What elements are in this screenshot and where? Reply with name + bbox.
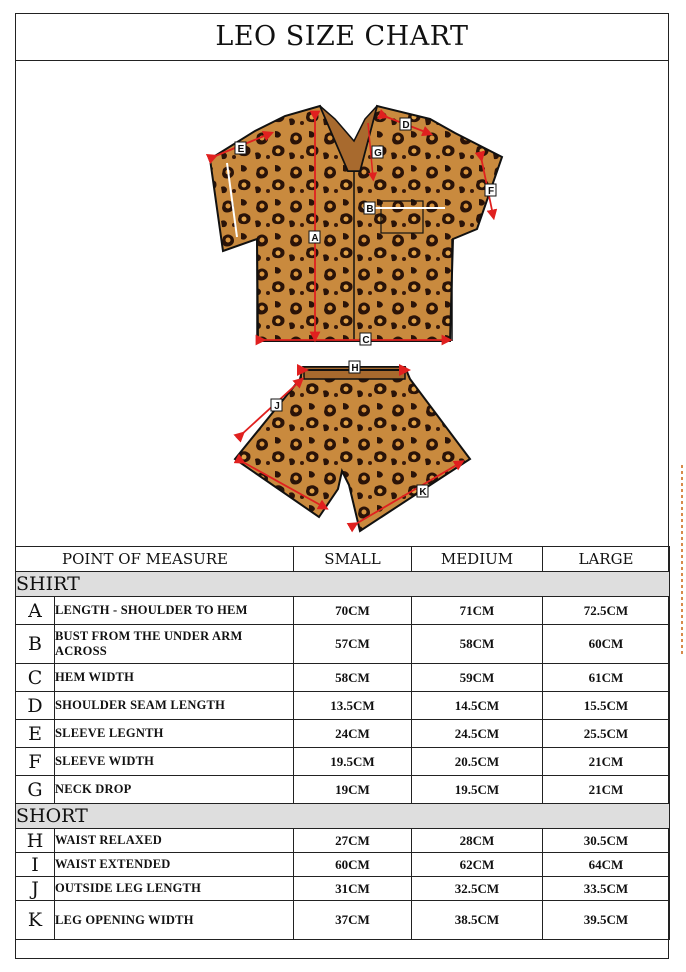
- label-tag-k: [417, 485, 428, 498]
- row-code: K: [16, 901, 55, 940]
- garment-diagram: [15, 61, 669, 547]
- table-row: [16, 664, 670, 692]
- value-medium: 20.5CM: [412, 748, 543, 776]
- label-tag-e: [235, 142, 246, 155]
- value-medium: 19.5CM: [412, 776, 543, 804]
- label-tag-h: [349, 361, 360, 374]
- row-code: J: [16, 877, 55, 901]
- edge-decoration: [681, 465, 683, 655]
- section-row-short: [16, 804, 670, 829]
- row-label: WAIST EXTENDED: [55, 853, 294, 877]
- value-large: 25.5CM: [543, 720, 670, 748]
- value-small: 70CM: [294, 597, 412, 625]
- section-row-shirt: [16, 572, 670, 597]
- row-label: BUST FROM THE UNDER ARM ACROSS: [55, 625, 294, 664]
- row-code: F: [16, 748, 55, 776]
- row-code: G: [16, 776, 55, 804]
- row-label: HEM WIDTH: [55, 664, 294, 692]
- value-large: 61CM: [543, 664, 670, 692]
- row-label: WAIST RELAXED: [55, 829, 294, 853]
- svg-text:D: D: [402, 120, 410, 131]
- table-header-row: [16, 547, 670, 572]
- table-row: [16, 748, 670, 776]
- section-title: SHORT: [16, 804, 670, 829]
- svg-text:A: A: [311, 233, 319, 244]
- header-small: SMALL: [294, 547, 412, 572]
- shirt-illustration: [210, 106, 502, 341]
- header-point-of-measure: POINT OF MEASURE: [16, 547, 294, 572]
- shorts-illustration: [235, 367, 470, 531]
- row-label: SLEEVE LEGNTH: [55, 720, 294, 748]
- value-small: 57CM: [294, 625, 412, 664]
- row-code: B: [16, 625, 55, 664]
- value-large: 21CM: [543, 776, 670, 804]
- row-label: OUTSIDE LEG LENGTH: [55, 877, 294, 901]
- value-small: 37CM: [294, 901, 412, 940]
- value-small: 19CM: [294, 776, 412, 804]
- label-tag-c: [360, 333, 371, 346]
- row-label: SHOULDER SEAM LENGTH: [55, 692, 294, 720]
- label-tag-b: [364, 202, 375, 215]
- value-large: 21CM: [543, 748, 670, 776]
- value-medium: 32.5CM: [412, 877, 543, 901]
- label-tag-d: [400, 118, 411, 131]
- value-large: 39.5CM: [543, 901, 670, 940]
- row-code: H: [16, 829, 55, 853]
- row-code: C: [16, 664, 55, 692]
- svg-text:B: B: [366, 204, 374, 215]
- row-code: D: [16, 692, 55, 720]
- row-code: A: [16, 597, 55, 625]
- value-large: 72.5CM: [543, 597, 670, 625]
- row-label: NECK DROP: [55, 776, 294, 804]
- value-small: 60CM: [294, 853, 412, 877]
- label-tag-f: [485, 184, 496, 197]
- svg-text:E: E: [237, 144, 245, 155]
- label-tag-g: [372, 146, 383, 159]
- table-row: [16, 776, 670, 804]
- svg-text:H: H: [351, 363, 359, 374]
- value-medium: 24.5CM: [412, 720, 543, 748]
- table-row: [16, 720, 670, 748]
- value-medium: 71CM: [412, 597, 543, 625]
- value-small: 27CM: [294, 829, 412, 853]
- row-code: I: [16, 853, 55, 877]
- value-medium: 38.5CM: [412, 901, 543, 940]
- row-label: SLEEVE WIDTH: [55, 748, 294, 776]
- table-row: [16, 901, 670, 940]
- value-large: 33.5CM: [543, 877, 670, 901]
- value-small: 19.5CM: [294, 748, 412, 776]
- svg-text:J: J: [274, 401, 280, 412]
- header-large: LARGE: [543, 547, 670, 572]
- row-label: LENGTH - SHOULDER TO HEM: [55, 597, 294, 625]
- row-code: E: [16, 720, 55, 748]
- table-row: [16, 853, 670, 877]
- row-label: LEG OPENING WIDTH: [55, 901, 294, 940]
- value-medium: 14.5CM: [412, 692, 543, 720]
- table-row: [16, 829, 670, 853]
- value-large: 60CM: [543, 625, 670, 664]
- value-small: 31CM: [294, 877, 412, 901]
- value-small: 24CM: [294, 720, 412, 748]
- page-title: LEO SIZE CHART: [15, 13, 669, 61]
- label-tag-j: [271, 399, 282, 412]
- value-medium: 62CM: [412, 853, 543, 877]
- value-large: 15.5CM: [543, 692, 670, 720]
- value-medium: 58CM: [412, 625, 543, 664]
- label-tag-a: [309, 231, 320, 244]
- svg-text:G: G: [374, 148, 382, 159]
- value-small: 58CM: [294, 664, 412, 692]
- table-row: [16, 692, 670, 720]
- header-medium: MEDIUM: [412, 547, 543, 572]
- value-small: 13.5CM: [294, 692, 412, 720]
- svg-text:K: K: [419, 487, 427, 498]
- value-medium: 59CM: [412, 664, 543, 692]
- table-row: [16, 597, 670, 625]
- svg-text:C: C: [362, 335, 370, 346]
- svg-text:F: F: [487, 186, 495, 197]
- value-large: 64CM: [543, 853, 670, 877]
- table-row: [16, 625, 670, 664]
- value-large: 30.5CM: [543, 829, 670, 853]
- value-medium: 28CM: [412, 829, 543, 853]
- section-title: SHIRT: [16, 572, 670, 597]
- size-chart-table: [15, 546, 670, 940]
- table-row: [16, 877, 670, 901]
